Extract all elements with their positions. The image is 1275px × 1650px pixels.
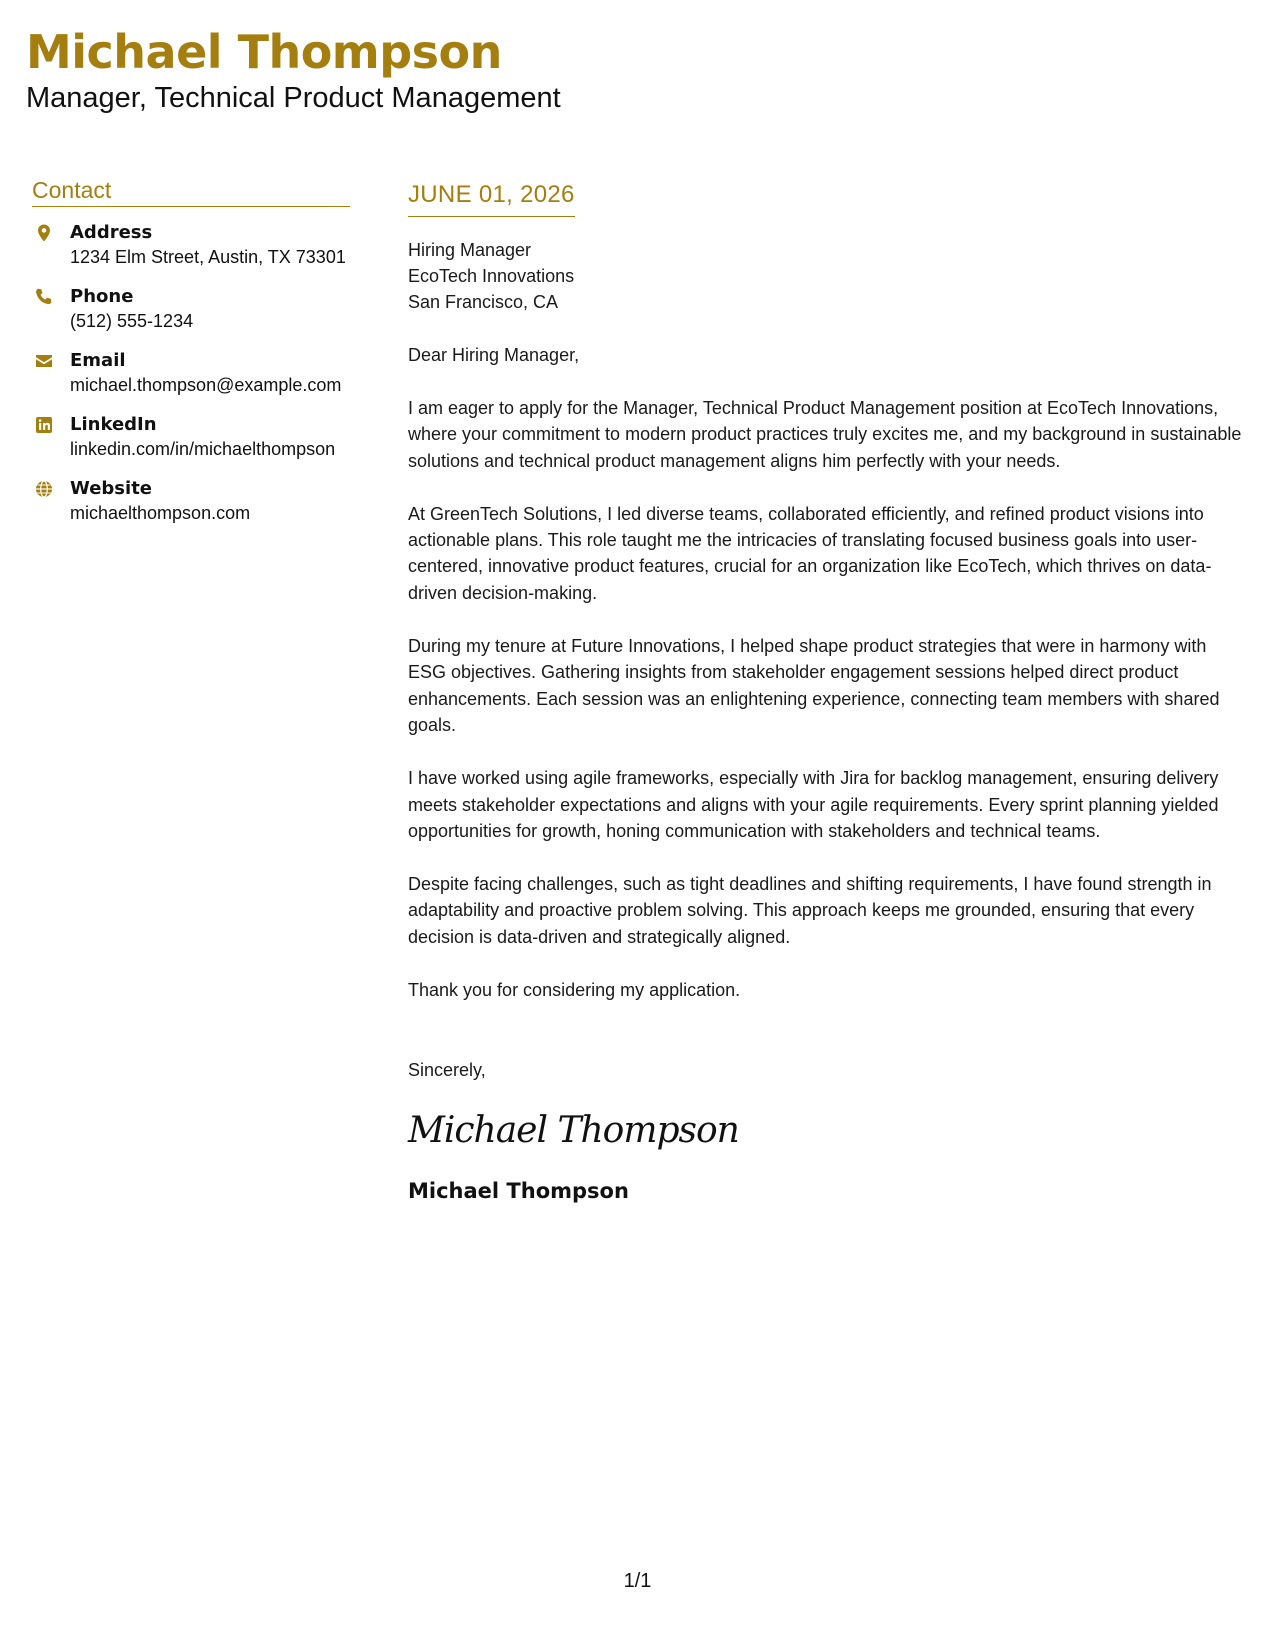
page-number: 1/1 (623, 1570, 652, 1592)
closing: Sincerely, (408, 1060, 486, 1081)
recipient-block (408, 237, 1248, 315)
contact-item-phone (32, 285, 350, 334)
letter-paragraph: During my tenure at Future Innovations, I helped shape product strategies that were in harmony with ESG objectives. Gathering insights from stakeholder engagement sessions helped direct product enhancements. Each session was an enlightening experience, connecting team members with shared goals. (408, 636, 1220, 735)
letter-paragraph: Thank you for considering my application. (408, 980, 741, 1001)
contact-label: LinkedIn (70, 414, 157, 435)
recipient-line: San Francisco, CA (408, 292, 559, 312)
contact-item-website (32, 477, 350, 526)
recipient-line: EcoTech Innovations (408, 266, 575, 286)
recipient-line: Hiring Manager (408, 240, 532, 260)
contact-label: Phone (70, 286, 134, 307)
handwritten-signature: Michael Thompson (408, 1110, 739, 1152)
contact-item-linkedin (32, 413, 350, 462)
map-pin-icon (34, 223, 54, 243)
contact-item-address (32, 221, 350, 270)
phone-icon (34, 287, 54, 307)
contact-sidebar (32, 176, 350, 541)
letter-paragraph: I have worked using agile frameworks, especially with Jira for backlog management, ensuring delivery meets stakeholder expectations and aligns with your agile requirements. Every sprint planning yielded opportunities for growth, honing communication with stakeholders and technical teams. (408, 768, 1219, 841)
contact-label: Address (70, 222, 153, 243)
contact-value: michael.thompson@example.com (70, 375, 342, 395)
candidate-title: Manager, Technical Product Management (26, 82, 561, 114)
globe-icon (34, 479, 54, 499)
letter-body (408, 178, 1248, 1205)
signed-name: Michael Thompson (408, 1179, 629, 1204)
letter-paragraph: Despite facing challenges, such as tight deadlines and shifting requirements, I have found strength in adaptability and proactive problem solving. This approach keeps me grounded, ensuring that every decision is data-driven and strategically aligned. (408, 874, 1212, 947)
contact-item-email (32, 349, 350, 398)
contact-value: (512) 555-1234 (70, 311, 194, 331)
contact-label: Website (70, 478, 153, 499)
header (26, 24, 561, 116)
salutation: Dear Hiring Manager, (408, 345, 580, 365)
contact-value: michaelthompson.com (70, 503, 251, 523)
contact-value: linkedin.com/in/michaelthompson (70, 439, 336, 459)
contact-heading: Contact (32, 176, 350, 207)
envelope-icon (34, 351, 54, 371)
contact-value: 1234 Elm Street, Austin, TX 73301 (70, 247, 346, 267)
letter-paragraph: At GreenTech Solutions, I led diverse teams, collaborated efficiently, and refined product visions into actionable plans. This role taught me the intricacies of translating focused business goals into user-centered, innovative product features, crucial for an organization like EcoTech, which thrives on data-driven decision-making. (408, 503, 1212, 603)
letter-date: JUNE 01, 2026 (408, 178, 575, 217)
contact-label: Email (70, 350, 126, 371)
candidate-name: Michael Thompson (26, 25, 502, 79)
letter-paragraph: I am eager to apply for the Manager, Technical Product Management position at EcoTech Innovations, where your commitment to modern product practices truly excites me, and my background in sustainable solutions and technical product management aligns him perfectly with your needs. (408, 398, 1242, 471)
linkedin-icon (34, 415, 54, 435)
